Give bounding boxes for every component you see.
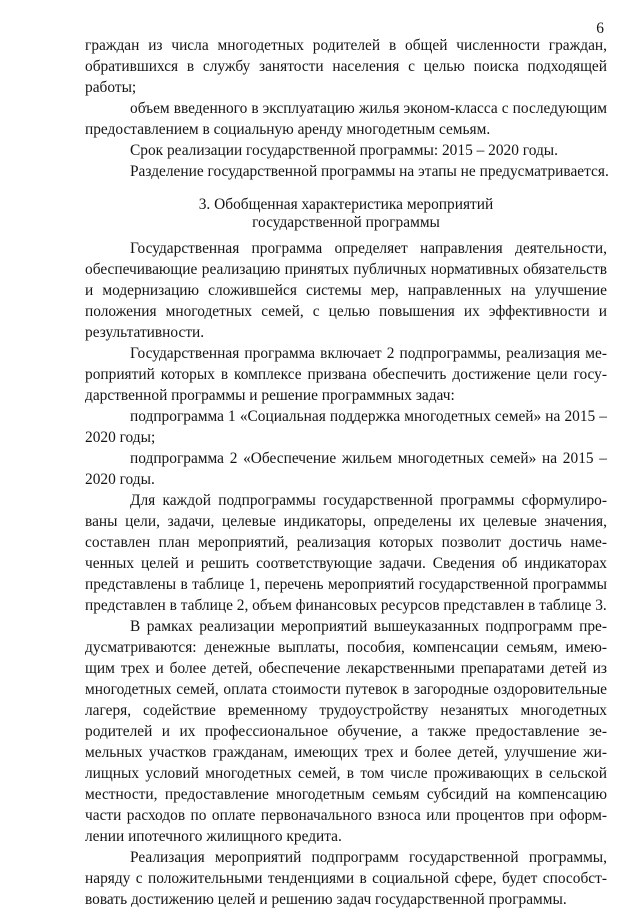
paragraph-implementation: Реализация мероприятий подпрограмм государственной программы, наряду с положительными тенденциями в социальной сфере, будет способствовать достижению целей и решению задач государственной программы. — [85, 849, 607, 908]
paragraph-subprogram-1: подпрограмма 1 «Социальная поддержка многодетных семей» на 2015 – 2020 годы; — [85, 408, 607, 446]
paragraph-subprogram-2: подпрограмма 2 «Обеспечение жильем многодетных семей» на 2015 – 2020 годы. — [85, 450, 607, 488]
paragraph-subprograms: Государственная программа включает 2 подпрограммы, реализация мероприятий которых в комплексе призвана обеспечить достижение цели государственной программы и решение программных задач: — [85, 345, 607, 404]
paragraph-program-direction: Государственная программа определяет направления деятельности, обеспечивающие реализацию принятых публичных нормативных обязательств и модернизацию сложившейся системы мер, направленных на улучшение положения многодетных семей, с целью повышения их эффективности и результативности. — [85, 240, 607, 341]
paragraph-measures: В рамках реализации мероприятий вышеуказанных подпрограмм предусматриваются: денежные выплаты, пособия, компенсации семьям, имеющим трех и более детей, обеспечение лекарственными препаратами детей из многодетных семей, оплата стоимости путевок в загородные оздоровительные лагеря, содействие временному трудоустройству незанятых многодетных родителей и их профессиональное обучение, а также предоставление земельных участков гражданам, имеющих трех и более детей, улучшение жилищных условий многодетных семей, в том числе проживающих в сельской местности, предоставление многодетным семьям субсидий на компенсацию части расходов по оплате первоначального взноса или процентов при оформлении ипотечного жилищного кредита. — [85, 618, 607, 845]
continuation-paragraph: граждан из числа многодетных родителей в общей численности граждан, обратившихся в службу занятости населения с целью поиска подходящей работы; — [85, 37, 607, 96]
paragraph-housing-indicator: объем введенного в эксплуатацию жилья эконом-класса с последующим предоставлением в социальную аренду многодетным семьям. — [85, 100, 607, 138]
paragraph-term: Срок реализации государственной программы: 2015 – 2020 годы. — [130, 142, 558, 159]
continuation-block — [85, 35, 607, 182]
section-heading — [85, 196, 607, 232]
section-heading-line-2: государственной программы — [252, 214, 440, 231]
paragraph-indicators: Для каждой подпрограммы государственной программы сформулированы цели, задачи, целевые индикаторы, определены их целевые значения, составлен план мероприятий, реализация которых позволит достичь намеченных целей и решить соответствующие задачи. Сведения об индикаторах представлены в таблице 1, перечень мероприятий государственной программы представлен в таблице 2, объем финансовых ресурсов представлен в таблице 3. — [85, 492, 607, 614]
section-body — [85, 238, 607, 910]
paragraph-stages: Разделение государственной программы на этапы не предусматривается. — [130, 163, 609, 180]
section-heading-line-1: 3. Обобщенная характеристика мероприятий — [198, 196, 494, 213]
page-number: 6 — [596, 20, 604, 37]
